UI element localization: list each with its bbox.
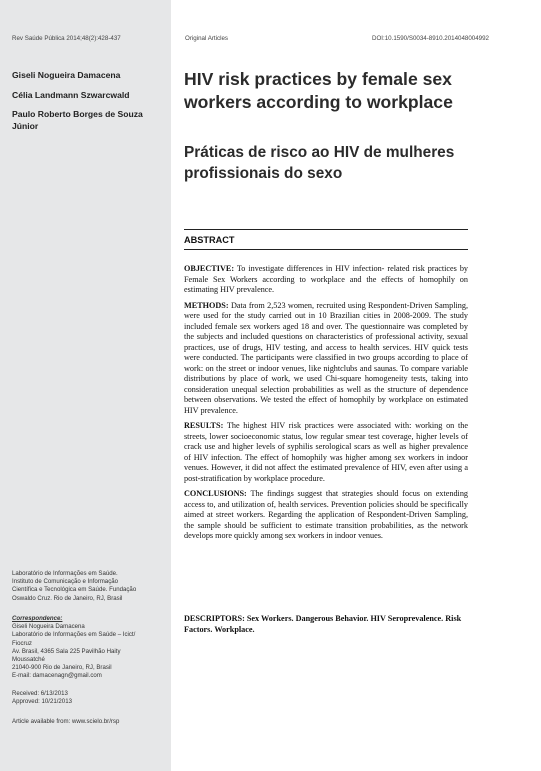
correspondence-line: Moussatché (12, 656, 45, 664)
descriptors: DESCRIPTORS: Sex Workers. Dangerous Behavior. HIV Seroprevalence. Risk Factors. Workplace. (184, 614, 462, 634)
correspondence-line: Fiocruz (12, 639, 32, 647)
abstract-body (184, 264, 468, 547)
received-date: Received: 6/13/2013 (12, 690, 68, 697)
abstract-objective (184, 264, 468, 296)
conclusions-label: CONCLUSIONS: (184, 489, 247, 498)
affiliation-line: Instituto de Comunicação e Informação (12, 578, 119, 586)
abstract-methods (184, 301, 468, 417)
methods-label: METHODS: (184, 300, 229, 310)
affiliation (12, 570, 164, 603)
author-name: Célia Landmann Szwarcwald (12, 89, 130, 100)
methods-text: Data from 2,523 women, recruited using Respondent-Driven Sampling, were used for the study carried out in 10 Brazilian cities in 2008-2009. The study included female sex workers aged 18 and over. The questionnaire was completed by the subjects and included questions on characteristics of professional activity, sexual practices, use of drugs, HIV testing, and access to health services. HIV quick tests were conducted. The participants were classified in two groups according to place of work: on the street or indoor venues, like nightclubs and saunas. To compare variable distributions by place of work, we used Chi-square homogeneity tests, taking into consideration unequal selection probabilities as well as the structure of dependence between observations. We tested the effect of homophily by workplace on estimated HIV prevalence. (184, 300, 468, 415)
title-english: HIV risk practices by female sex workers according to workplace (184, 69, 453, 112)
abstract-conclusions (184, 489, 468, 542)
doi-link[interactable]: DOI:10.1590/S0034-8910.2014048004992 (372, 35, 489, 42)
availability-note[interactable]: Article available from: www.scielo.br/rsp (12, 718, 120, 725)
correspondence-line: 21040-900 Rio de Janeiro, RJ, Brasil (12, 664, 112, 672)
correspondence (12, 615, 164, 681)
results-label: RESULTS: (184, 421, 224, 430)
author-name: Giseli Nogueira Damacena (12, 70, 121, 80)
divider (184, 229, 468, 230)
affiliation-line: Oswaldo Cruz. Rio de Janeiro, RJ, Brasil (12, 594, 123, 602)
objective-label: OBJECTIVE: (184, 264, 235, 273)
affiliation-line: Laboratório de Informações em Saúde. (12, 570, 118, 577)
article-dates (12, 690, 164, 706)
title-portuguese: Práticas de risco ao HIV de mulheres profissionais do sexo (184, 144, 455, 182)
results-text: The highest HIV risk practices were associated with: working on the streets, lower socioeconomic status, low regular smear test coverage, higher levels of crack use and higher levels of syphilis serological scars as well as higher prevalence of HIV infection. The effect of homophily was higher among sex workers in indoor venues. However, it did not affect the estimated prevalence of HIV, even after using a post-stratification by workplace procedure. (184, 421, 468, 483)
divider (184, 249, 468, 250)
author-list (12, 70, 164, 140)
correspondence-line: Laboratório de Informações em Saúde – Icict/ (12, 631, 136, 639)
abstract-heading: ABSTRACT (184, 235, 235, 245)
section-label: Original Articles (185, 35, 228, 42)
correspondence-line: Giseli Nogueira Damacena (12, 623, 85, 631)
conclusions-text: The findings suggest that strategies should focus on extending access to, and utilization of, health services. Prevention policies should be specifically aimed at street workers. Regarding the application of Respondent-Driven Sampling, the sample should be sufficient to estimate transition probabilities, as the network develops more quickly among sex workers in indoor venues. (184, 489, 469, 540)
objective-text: To investigate differences in HIV infection- related risk practices by Female Sex Workers according to workplace and the effects of homophily on estimating HIV prevalence. (184, 264, 469, 294)
approved-date: Approved: 10/21/2013 (12, 698, 72, 706)
author-name: Paulo Roberto Borges de Souza Júnior (12, 109, 143, 131)
correspondence-title: Correspondence: (12, 615, 63, 622)
journal-reference: Rev Saúde Pública 2014;48(2):428-437 (12, 35, 121, 42)
abstract-results (184, 421, 468, 484)
correspondence-line: Av. Brasil, 4365 Sala 225 Pavilhão Haity (12, 647, 121, 655)
affiliation-line: Científica e Tecnológica em Saúde. Fundação (12, 586, 137, 594)
correspondence-email[interactable]: E-mail: damacenagn@gmail.com (12, 672, 102, 680)
